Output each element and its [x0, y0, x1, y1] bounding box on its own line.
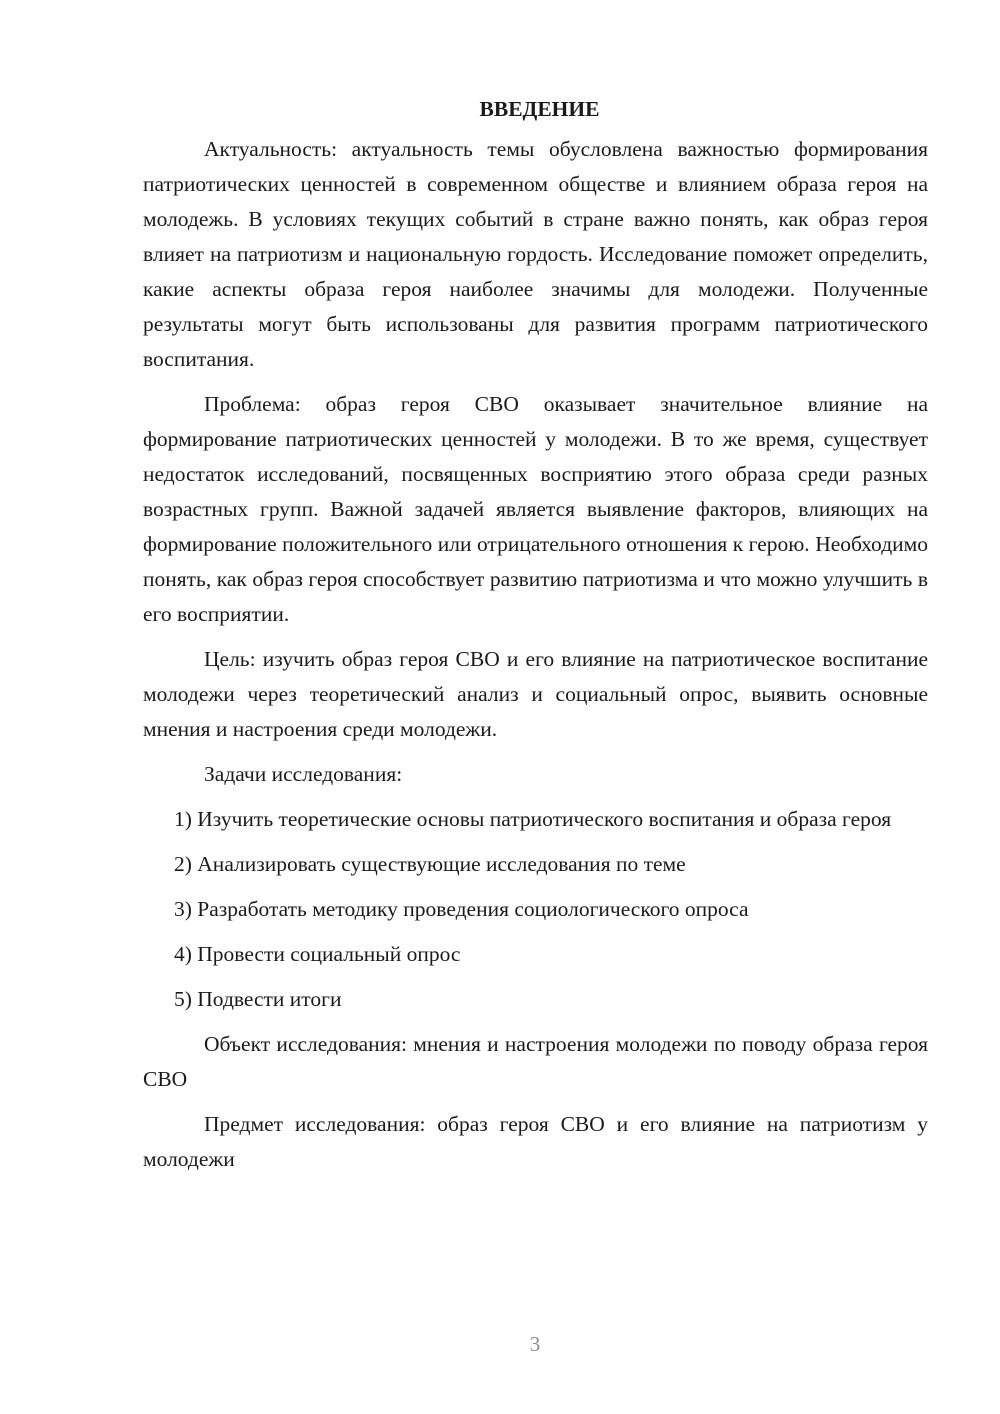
task-item-1: 1) Изучить теоретические основы патриотического воспитания и образа героя: [174, 807, 892, 831]
problem-paragraph: Проблема: образ героя СВО оказывает значительное влияние на формирование патриотических ценностей у молодежи. В то же время, существует недостаток исследований, посвященных восприятию этого образа среди разных возрастных групп. Важной задачей является выявление факторов, влияющих на формирование положительного или отрицательного отношения к герою. Необходимо понять, как образ героя способствует развитию патриотизма и что можно улучшить в его восприятии.: [143, 392, 928, 626]
subject-paragraph: Предмет исследования: образ героя СВО и его влияние на патриотизм у молодежи: [143, 1112, 928, 1171]
object-paragraph: Объект исследования: мнения и настроения молодежи по поводу образа героя СВО: [143, 1032, 928, 1091]
section-heading: ВВЕДЕНИЕ: [479, 97, 600, 121]
task-item-3: 3) Разработать методику проведения социологического опроса: [174, 897, 749, 921]
page-content: [143, 92, 928, 1187]
task-item-2: 2) Анализировать существующие исследования по теме: [174, 852, 686, 876]
page-number: 3: [529, 1332, 541, 1356]
task-item-4: 4) Провести социальный опрос: [174, 942, 461, 966]
relevance-paragraph: Актуальность: актуальность темы обусловлена важностью формирования патриотических ценностей в современном обществе и влиянием образа героя на молодежь. В условиях текущих событий в стране важно понять, как образ героя влияет на патриотизм и национальную гордость. Исследование поможет определить, какие аспекты образа героя наиболее значимы для молодежи. Полученные результаты могут быть использованы для развития программ патриотического воспитания.: [143, 137, 928, 371]
tasks-title: Задачи исследования:: [204, 762, 403, 786]
goal-paragraph: Цель: изучить образ героя СВО и его влияние на патриотическое воспитание молодежи через теоретический анализ и социальный опрос, выявить основные мнения и настроения среди молодежи.: [143, 647, 928, 741]
task-item-5: 5) Подвести итоги: [174, 987, 342, 1011]
